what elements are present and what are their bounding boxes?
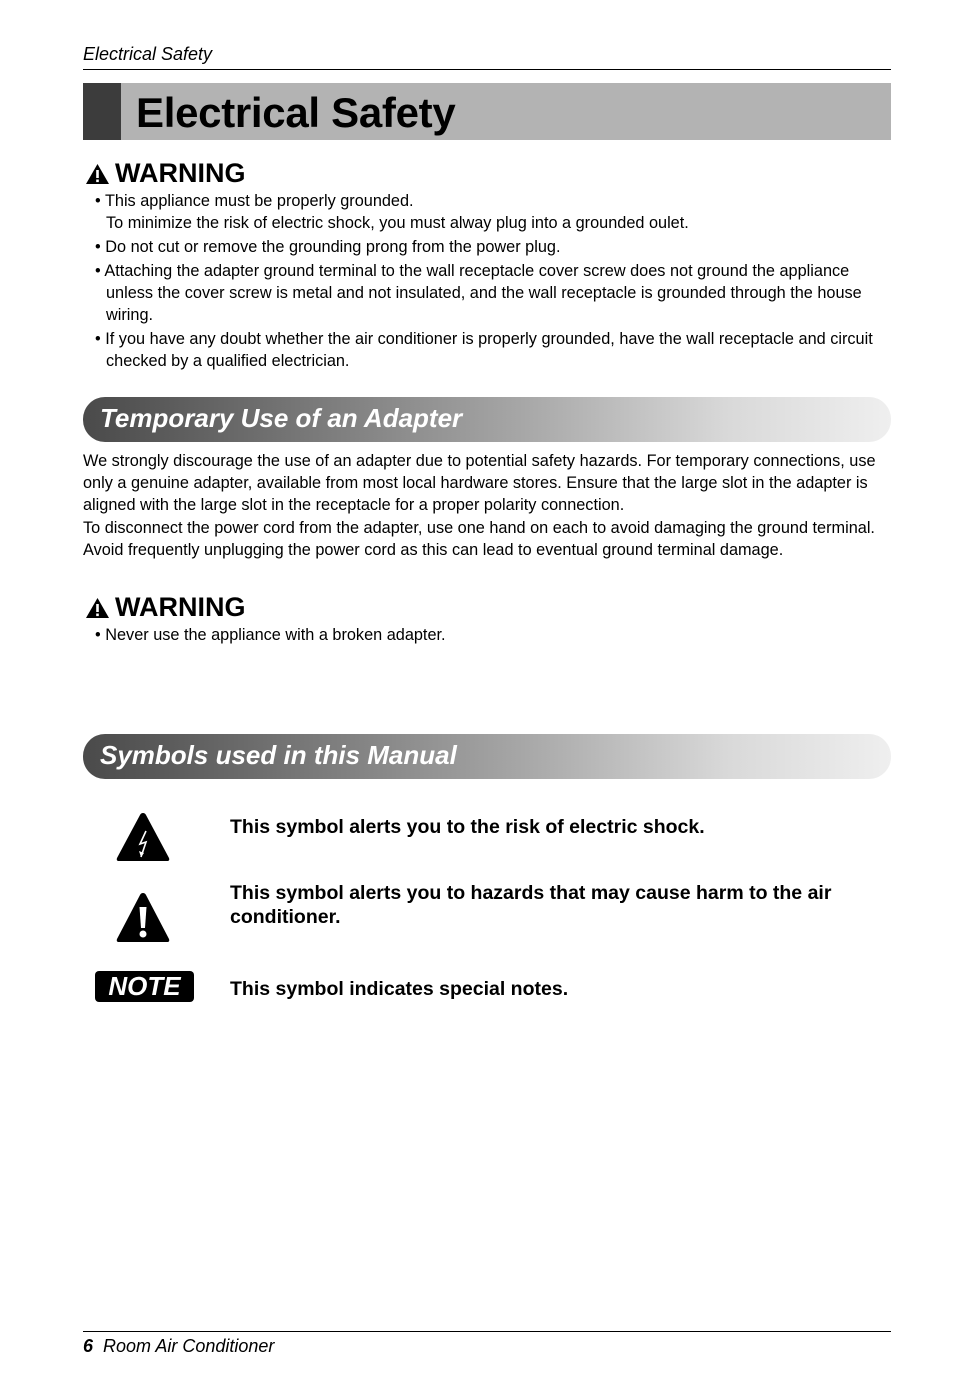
adapter-paragraph-2: To disconnect the power cord from the adapter, use one hand on each to avoid damaging the ground terminal. Avoid frequently unplugging the power cord as this can lead to eventual ground terminal damage. (83, 519, 875, 559)
warning-heading (85, 592, 246, 623)
symbol-description: This symbol indicates special notes. (230, 978, 569, 1000)
warning-label: WARNING (115, 592, 246, 622)
header-rule (83, 69, 891, 70)
section-header-adapter (83, 397, 891, 442)
electric-shock-warning-icon (115, 811, 171, 863)
symbol-description: This symbol alerts you to hazards that may cause harm to the air conditioner. (230, 882, 832, 928)
warning-list (95, 624, 895, 648)
running-header: Electrical Safety (83, 44, 213, 64)
section-header-symbols (83, 734, 891, 779)
symbol-description: This symbol alerts you to the risk of electric shock. (230, 816, 705, 838)
section-title: Temporary Use of an Adapter (100, 403, 463, 433)
title-accent-block (83, 83, 121, 140)
list-item: • Attaching the adapter ground terminal to the wall receptacle cover screw does not ground the appliance unless the cover screw is metal and not insulated, and the wall receptacle is grounded through the house wiring. (95, 262, 862, 324)
list-item: • If you have any doubt whether the air conditioner is properly grounded, have the wall receptacle and circuit checked by a qualified electrician. (95, 330, 873, 370)
warning-triangle-icon (85, 163, 110, 185)
note-badge-icon: NOTE (95, 971, 194, 1002)
warning-label: WARNING (115, 158, 246, 188)
exclamation-warning-icon (115, 891, 171, 944)
footer-rule (83, 1331, 891, 1332)
list-item: • Never use the appliance with a broken adapter. (95, 626, 446, 644)
adapter-paragraph-1: We strongly discourage the use of an adapter due to potential safety hazards. For temporary connections, use only a genuine adapter, available from most local hardware stores. Ensure that the large slot in the adapter is aligned with the large slot in the receptacle for a proper polarity connection. (83, 452, 876, 514)
list-item: • Do not cut or remove the grounding prong from the power plug. (95, 238, 561, 256)
section-title: Symbols used in this Manual (100, 740, 457, 770)
footer (83, 1336, 274, 1357)
page-title-bar (83, 83, 891, 140)
warning-list (95, 190, 895, 374)
list-item: • This appliance must be properly grounded. To minimize the risk of electric shock, you must alway plug into a grounded oulet. (95, 192, 689, 232)
page-number: 6 (83, 1336, 94, 1356)
page-title: Electrical Safety (136, 89, 456, 136)
warning-triangle-icon (85, 597, 110, 619)
footer-doc-title: Room Air Conditioner (103, 1336, 275, 1356)
warning-heading (85, 158, 246, 189)
